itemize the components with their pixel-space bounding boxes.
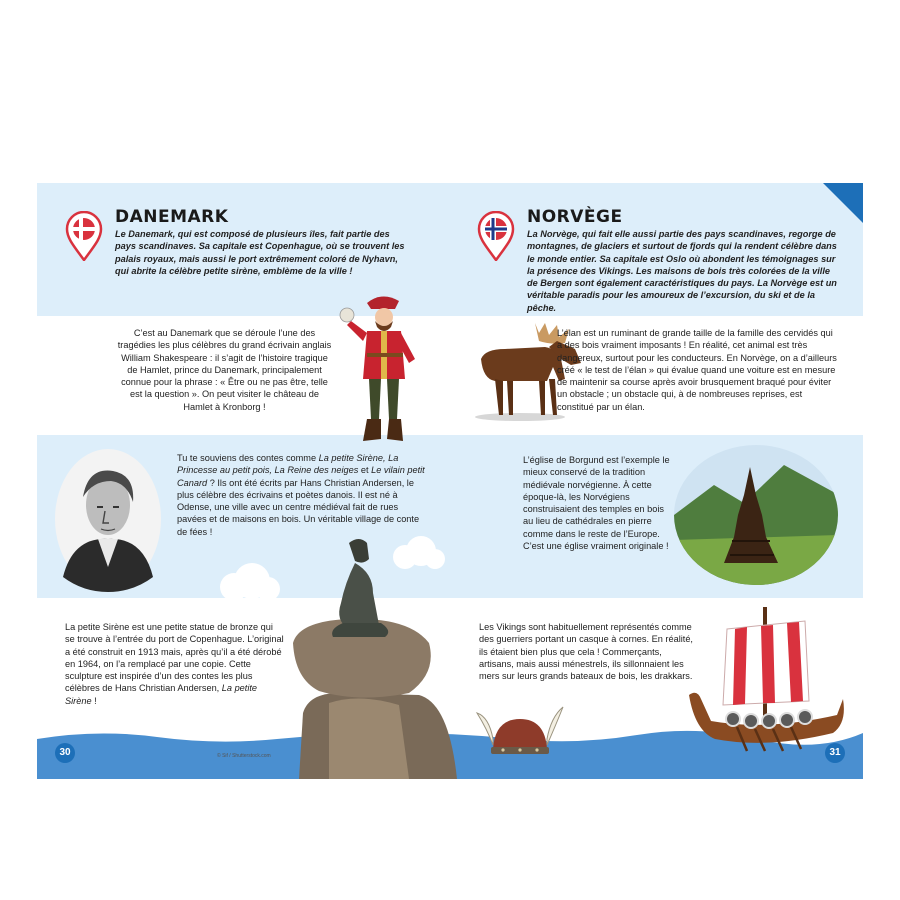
hamlet-illustration bbox=[337, 291, 427, 443]
little-mermaid-statue-photo bbox=[289, 533, 459, 779]
mermaid-paragraph: La petite Sirène est une petite statue de bronze qui se trouve à l’entrée du port de Copenhague. L’original a été construit en 1913 mais, après qu’il a été dérobé en 1964, on l’a remplacé par une copie. Cette sculpture est inspirée d’un des contes les plus célèbres de Hans Christian Andersen, La petite Sirène ! bbox=[65, 622, 284, 706]
hamlet-paragraph: C’est au Danemark que se déroule l’une des tragédies les plus célèbres du grand écrivain anglais William Shakespeare : il s’agit de l’histoire tragique de Hamlet, prince du Danemark, principalement connue pour la phrase : « Être ou ne pas être, telle est la question ». On peut visiter le château de Hamlet à Kronborg ! bbox=[117, 328, 332, 412]
page-number-right: 31 bbox=[825, 743, 845, 763]
borgund-church-photo bbox=[674, 445, 839, 585]
book-spread bbox=[37, 183, 863, 779]
church-paragraph: L’église de Borgund est l’exemple le mieux conservé de la tradition médiévale norvégienne. À cette époque-là, les Norvégiens construisaient des temples en bois au lieu de cathédrales en pierre comme dans le reste de l’Europe. C’est une église vraiment originale ! bbox=[523, 455, 670, 552]
moose-paragraph: L’élan est un ruminant de grande taille de la famille des cervidés qui a des bois vraiment imposants ! En réalité, cet animal est très dangereux, surtout pour les conducteurs. En Norvège, on a d’ailleurs créé « le test de l’élan » qui évalue quand une voiture est en mesure de maintenir sa course après avoir brusquement braqué pour éviter un obstacle ; un obstacle qui, à de nombreuses reprises, est constitué par un élan. bbox=[557, 328, 837, 412]
andersen-portrait bbox=[53, 447, 163, 592]
norway-intro: La Norvège, qui fait elle aussi partie des pays scandinaves, regorge de montagnes, de glaciers et surtout de fjords qui la rendent célèbre dans le monde entier. Sa capitale est Oslo où abondent les témoignages sur la présence des Vikings. Les maisons de bois très colorées de la ville de Bergen sont également caractéristiques du pays. La Norvège est un véritable paradis pour les amoureux de l’excursion, du ski et de la pêche. bbox=[527, 229, 837, 313]
drakkar-ship-illustration bbox=[687, 603, 847, 753]
photo-credit: © Sif / Shutterstock.com bbox=[217, 753, 271, 759]
norway-flag-pin-icon bbox=[477, 211, 515, 261]
page-number-left: 30 bbox=[55, 743, 75, 763]
page-corner bbox=[823, 183, 863, 223]
denmark-intro: Le Danemark, qui est composé de plusieurs îles, fait partie des pays scandinaves. Sa capitale est Copenhague, où se trouvent les palais royaux, mais aussi le port extrêmement coloré de Nyhavn, qui abrite la célèbre petite sirène, emblème de la ville ! bbox=[115, 229, 405, 276]
cloud-decoration bbox=[212, 561, 282, 601]
country-title-norway: NORVÈGE bbox=[527, 207, 623, 227]
vikings-paragraph: Les Vikings sont habituellement représentés comme des guerriers portant un casque à cornes. En réalité, ils étaient bien plus que cela ! Commerçants, artisans, mais aussi ménestrels, ils sillonnaient les mers sur leurs grands bateaux de bois, les drakkars. bbox=[479, 622, 693, 682]
denmark-flag-pin-icon bbox=[65, 211, 103, 261]
andersen-paragraph: Tu te souviens des contes comme La petite Sirène, La Princesse au petit pois, La Reine des neiges et Le vilain petit Canard ? Ils ont été écrits par Hans Christian Andersen, le plus célèbre des écrivains et poètes danois. Il est né à Odense, une ville avec un centre médiéval fait de rues pavées et de maisons en bois. Un véritable village de conte de fées ! bbox=[177, 453, 425, 537]
viking-helmet-illustration bbox=[475, 699, 565, 761]
country-title-denmark: DANEMARK bbox=[115, 207, 229, 227]
